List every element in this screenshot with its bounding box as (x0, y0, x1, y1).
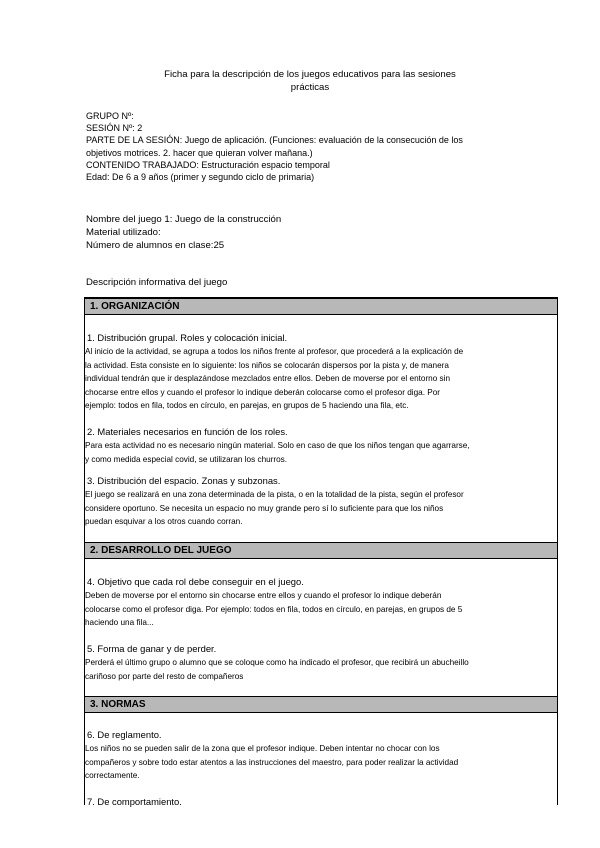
body-line: y como medida especial covid, se utilizaran los churros. (85, 454, 288, 464)
description-label: Descripción informativa del juego (86, 277, 228, 288)
game-description-table (84, 297, 558, 805)
item-title: 7. De comportamiento. (87, 796, 182, 807)
item-body (85, 439, 557, 466)
form-title (130, 68, 490, 94)
item-title: 5. Forma de ganar y de perder. (87, 643, 217, 654)
session-part-continued: objetivos motrices. 2. hacer que quieran volver mañana.) (86, 147, 313, 158)
body-line: compañeros y sobre todo estar atentos a las instrucciones del maestro, para poder realizar la actividad (85, 757, 459, 767)
item-body (85, 345, 557, 413)
title-line: Ficha para la descripción de los juegos educativos para las sesiones (164, 69, 456, 80)
item-body (85, 589, 557, 630)
section-header-normas: 3. NORMAS (85, 696, 557, 713)
body-line: puedan esquivar a los otros cuando corran. (85, 517, 243, 527)
item-title: 6. De reglamento. (87, 729, 162, 740)
body-line: Para esta actividad no es necesario ningún material. Solo en caso de que los niños tengan que agarrarse, (85, 441, 470, 450)
item-title: 3. Distribución del espacio. Zonas y subzonas. (87, 475, 281, 486)
body-line: cariñoso por parte del resto de compañeros (85, 671, 244, 681)
section-header-organizacion: 1. ORGANIZACIÓN (85, 298, 557, 315)
body-line: ejemplo: todos en fila, todos en círculo, en parejas, en grupos de 5 haciendo una fila, etc. (85, 401, 409, 411)
body-line: Deben de moverse por el entorno sin chocarse entre ellos y cuando el profesor lo indique deberán (85, 591, 442, 600)
item-title: 4. Objetivo que cada rol debe conseguir en el juego. (87, 576, 304, 587)
body-line: Los niños no se pueden salir de la zona que el profesor indique. Deben intentar no chocar con los (85, 744, 440, 753)
content-worked: CONTENIDO TRABAJADO: Estructuración espacio temporal (86, 159, 330, 170)
body-line: considere oportuno. Se necesita un espacio no muy grande pero sí lo suficiente para que los niños (85, 503, 444, 513)
body-line: correctamente. (85, 771, 140, 781)
group-number: GRUPO Nº: (86, 111, 134, 121)
body-line: la actividad. Esta consiste en lo siguiente: los niños se colocarán dispersos por la pista y, de manera (85, 360, 449, 370)
body-line: Al inicio de la actividad, se agrupa a todos los niños frente al profesor, que procederá a la explicación de (85, 347, 464, 356)
student-count: Número de alumnos en clase:25 (86, 240, 225, 251)
game-info (86, 213, 281, 252)
item-body (85, 742, 557, 783)
item-title: 1. Distribución grupal. Roles y colocación inicial. (87, 332, 288, 343)
body-line: Perderá el último grupo o alumno que se coloque como ha indicado el profesor, que recibirá un abucheillo (85, 658, 469, 667)
item-body (85, 488, 557, 529)
body-line: colocarse como el profesor diga. Por ejemplo: todos en fila, todos en círculo, en parejas, en grupos de 5 (85, 604, 463, 614)
session-number: SESIÓN Nº: 2 (86, 123, 143, 134)
item-body (85, 656, 557, 683)
body-line: El juego se realizará en una zona determinada de la pista, o en la totalidad de la pista, según el profesor (85, 490, 464, 499)
body-line: chocarse entre ellos y cuando el profesor lo indique deberán colocarse como el profesor diga. Por (85, 387, 440, 397)
body-line: haciendo una fila... (85, 618, 154, 628)
title-line: prácticas (290, 82, 330, 93)
section-header-desarrollo: 2. DESARROLLO DEL JUEGO (85, 542, 557, 559)
item-title: 2. Materiales necesarios en función de los roles. (87, 426, 288, 437)
session-info (86, 110, 463, 183)
game-name: Nombre del juego 1: Juego de la construcción (86, 214, 282, 225)
age-range: Edad: De 6 a 9 años (primer y segundo ciclo de primaria) (86, 172, 315, 183)
body-line: individual tendrán que ir desplazándose mezclados entre ellos. Deben de moverse por el entorno sin (85, 374, 451, 384)
session-part: PARTE DE LA SESIÓN: Juego de aplicación. (Funciones: evaluación de la consecución de los (86, 135, 463, 146)
material-used: Material utilizado: (86, 227, 161, 238)
